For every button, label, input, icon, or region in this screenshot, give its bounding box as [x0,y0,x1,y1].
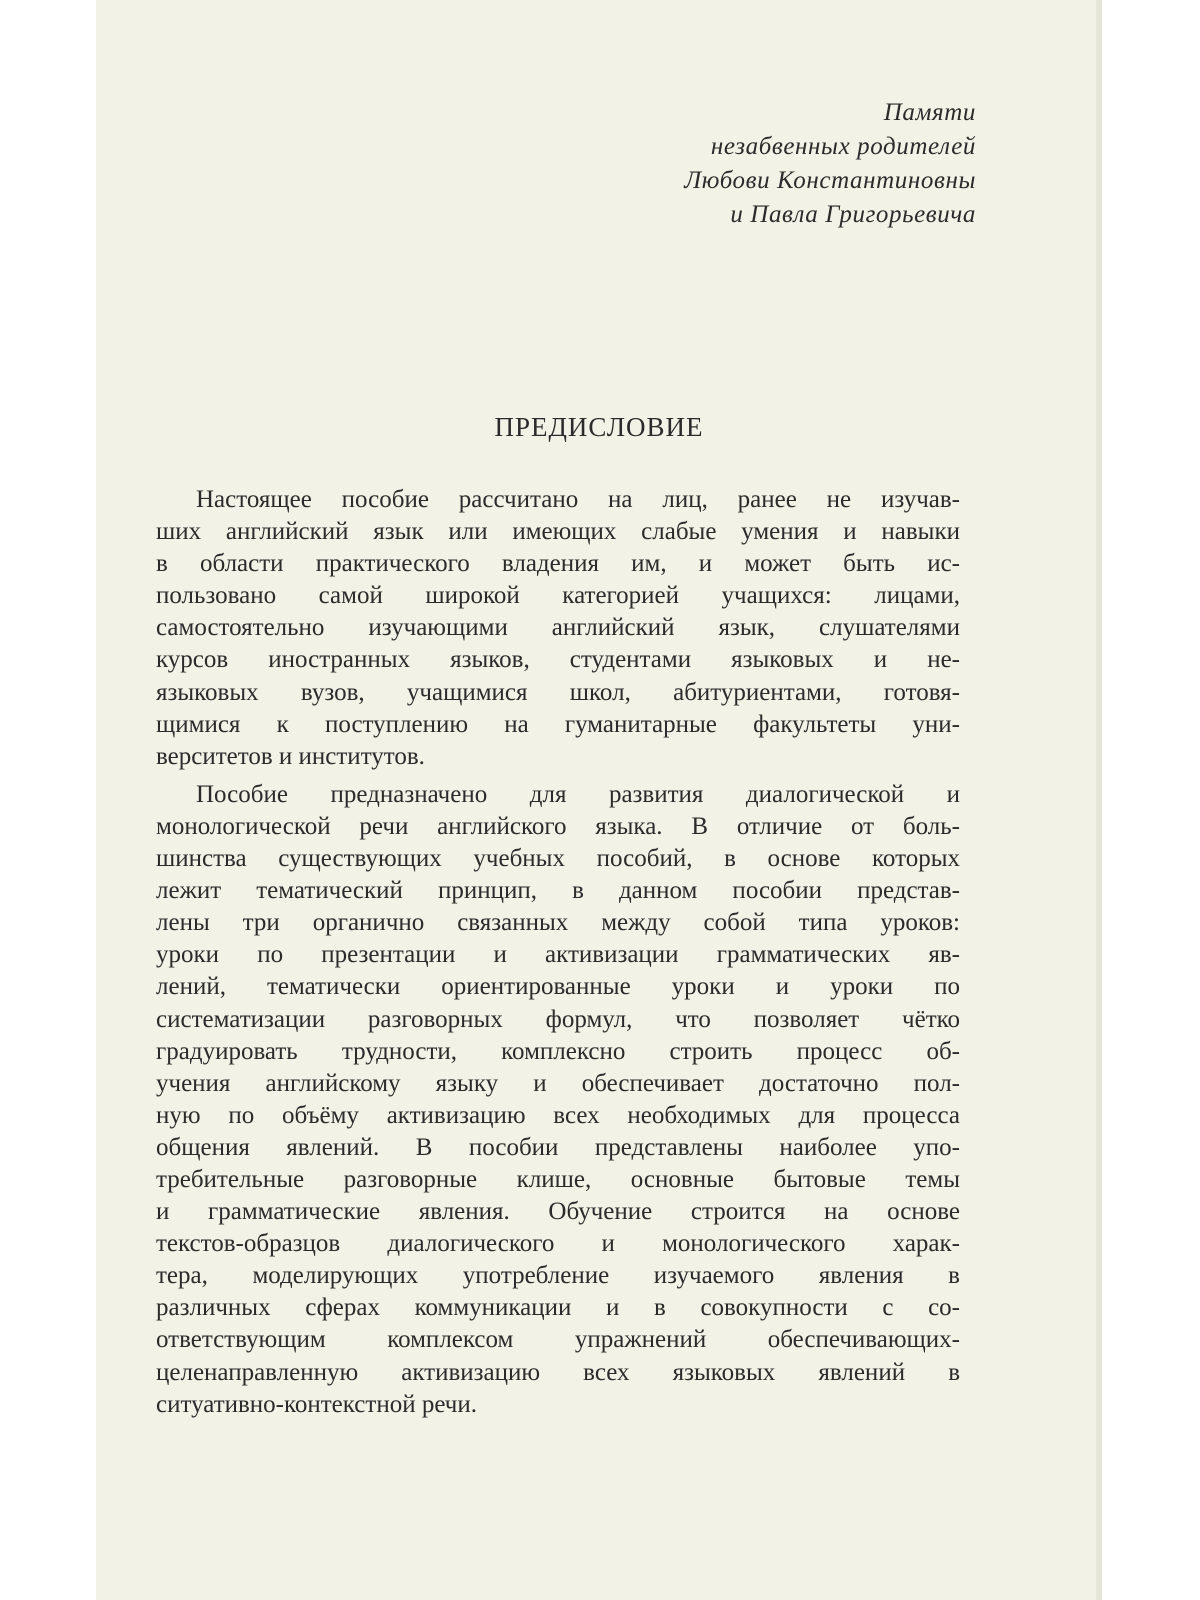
text-line: уроки по презентации и активизации грамматических яв- [156,941,960,969]
section-heading: ПРЕДИСЛОВИЕ [494,412,704,442]
paragraph-1 [156,484,960,773]
text-line: языковых вузов, учащимися школ, абитуриентами, готовя- [156,678,960,706]
text-line: монологической речи английского языка. В отличие от боль- [156,812,960,840]
text-line: самостоятельно изучающими английский язык, слушателями [156,614,960,642]
text-line: требительные разговорные клише, основные бытовые темы [156,1165,960,1193]
book-page [96,0,1102,1600]
text-line: лений, тематически ориентированные уроки и уроки по [156,973,960,1001]
text-line: градуировать трудности, комплексно строить процесс об- [156,1037,960,1065]
dedication-line: и Павла Григорьевича [730,201,976,228]
text-line: пользовано самой широкой категорией учащихся: лицами, [156,582,960,610]
paragraph-2 [156,779,960,1421]
text-line: верситетов и институтов. [156,742,425,770]
text-line: ситуативно-контекстной речи. [156,1390,478,1418]
text-line: ную по объёму активизацию всех необходимых для процесса [156,1101,960,1129]
text-line: различных сферах коммуникации и в совокупности с со- [156,1294,960,1322]
text-line: учения английскому языку и обеспечивает достаточно пол- [156,1069,960,1097]
text-line: и грамматические явления. Обучение строится на основе [156,1198,960,1226]
text-line: общения явлений. В пособии представлены наиболее упо- [156,1133,960,1161]
page-edge [1096,0,1102,1600]
text-line: текстов-образцов диалогического и монологического харак- [156,1230,960,1258]
text-line: курсов иностранных языков, студентами языковых и не- [156,646,960,674]
text-line: целенаправленную активизацию всех языковых явлений в [156,1358,960,1386]
text-line: ответствующим комплексом упражнений обеспечивающих- [156,1326,960,1354]
dedication-line: Памяти [883,99,976,126]
preface-body [156,484,960,1421]
text-line: лены три органично связанных между собой типа уроков: [156,909,960,937]
text-line: Пособие предназначено для развития диалогической и [196,780,960,808]
dedication-line: незабвенных родителей [710,133,976,160]
text-line: в области практического владения им, и может быть ис- [156,550,960,578]
dedication [684,96,976,232]
text-line: ших английский язык или имеющих слабые умения и навыки [156,518,960,546]
text-line: Настоящее пособие рассчитано на лиц, ранее не изучав- [196,486,960,513]
text-line: тера, моделирующих употребление изучаемого явления в [156,1262,960,1290]
text-line: лежит тематический принцип, в данном пособии представ- [156,877,960,905]
text-line: систематизации разговорных формул, что позволяет чётко [156,1005,960,1033]
dedication-line: Любови Константиновны [684,167,976,194]
text-line: щимися к поступлению на гуманитарные факультеты уни- [156,710,960,738]
text-line: шинства существующих учебных пособий, в основе которых [156,845,960,873]
